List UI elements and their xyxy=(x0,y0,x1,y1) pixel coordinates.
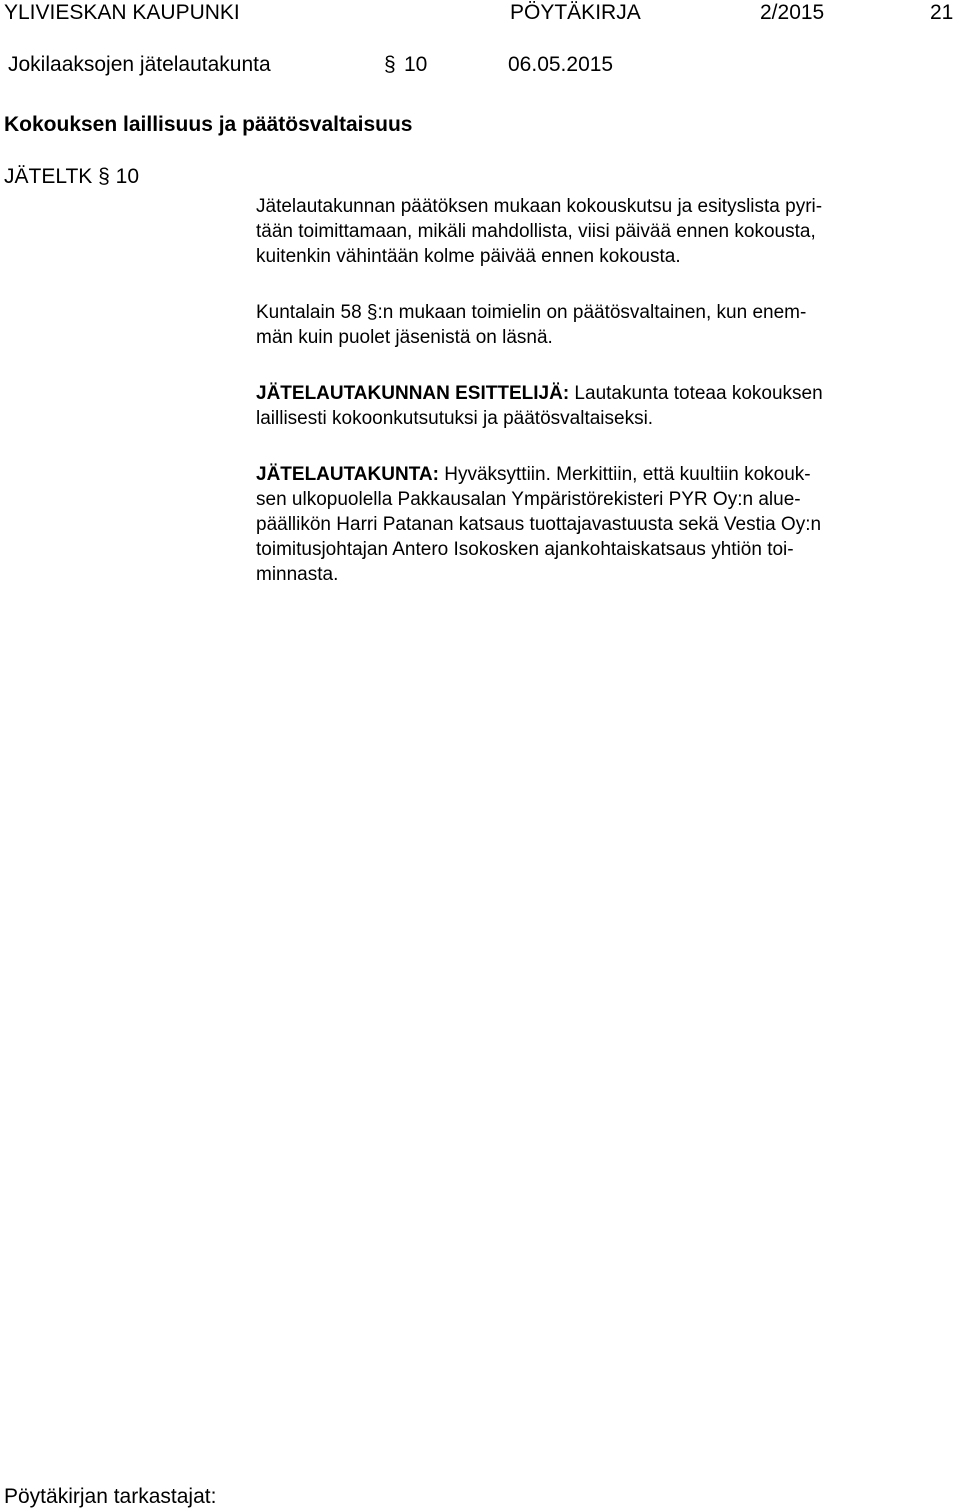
paragraph-quorum-rule xyxy=(256,300,956,350)
paragraph-presenter-proposal xyxy=(256,381,956,431)
section-number: 10 xyxy=(404,53,428,76)
paragraph-decision xyxy=(256,462,956,587)
section-symbol: § xyxy=(384,53,396,76)
text-line: sen ulkopuolella Pakkausalan Ympäristörekisteri PYR Oy:n alue- xyxy=(256,489,801,510)
document-number: 2/2015 xyxy=(760,1,825,24)
paragraph-agenda-notice xyxy=(256,194,956,269)
case-number: 10 xyxy=(115,165,140,188)
reviewers-label: Pöytäkirjan tarkastajat: xyxy=(4,1485,217,1508)
committee-name: Jokilaaksojen jätelautakunta xyxy=(8,53,271,76)
text-segment: Lautakunta toteaa kokouksen xyxy=(569,383,823,404)
text-segment: Kuntalain 58 xyxy=(256,302,367,323)
case-label: JÄTELTK xyxy=(4,165,93,188)
section-symbol-inline: § xyxy=(366,302,378,323)
text-line: toimitusjohtajan Antero Isokosken ajankohtaiskatsaus yhtiön toi- xyxy=(256,539,794,560)
text-line: kuitenkin vähintään kolme päivää ennen kokousta. xyxy=(256,246,681,267)
text-segment: Hyväksyttiin. Merkittiin, että kuultiin kokouk- xyxy=(438,464,811,485)
text-line: män kuin puolet jäsenistä on läsnä. xyxy=(256,327,553,348)
section-title: Kokouksen laillisuus ja päätösvaltaisuus xyxy=(4,113,413,136)
text-line xyxy=(256,381,956,406)
text-line: minnasta. xyxy=(256,564,339,585)
page-number: 21 xyxy=(930,1,954,24)
text-line: Jätelautakunnan päätöksen mukaan kokouskutsu ja esityslista pyri- xyxy=(256,196,823,217)
case-reference xyxy=(4,164,139,190)
decision-label: JÄTELAUTAKUNTA: xyxy=(256,464,439,485)
organization-name: YLIVIESKAN KAUPUNKI xyxy=(4,1,240,24)
text-line: tään toimittamaan, mikäli mahdollista, viisi päivää ennen kokousta, xyxy=(256,221,816,242)
document-type: PÖYTÄKIRJA xyxy=(510,1,641,24)
text-line xyxy=(256,300,956,325)
text-line: päällikön Harri Patanan katsaus tuottajavastuusta sekä Vestia Oy:n xyxy=(256,514,822,535)
text-segment: :n mukaan toimielin on päätösvaltainen, kun enem- xyxy=(377,302,807,323)
text-line xyxy=(256,462,956,487)
case-symbol: § xyxy=(98,165,110,188)
meeting-date: 06.05.2015 xyxy=(508,53,614,76)
text-line: laillisesti kokoonkutsutuksi ja päätösvaltaiseksi. xyxy=(256,408,654,429)
presenter-label: JÄTELAUTAKUNNAN ESITTELIJÄ: xyxy=(256,383,570,404)
